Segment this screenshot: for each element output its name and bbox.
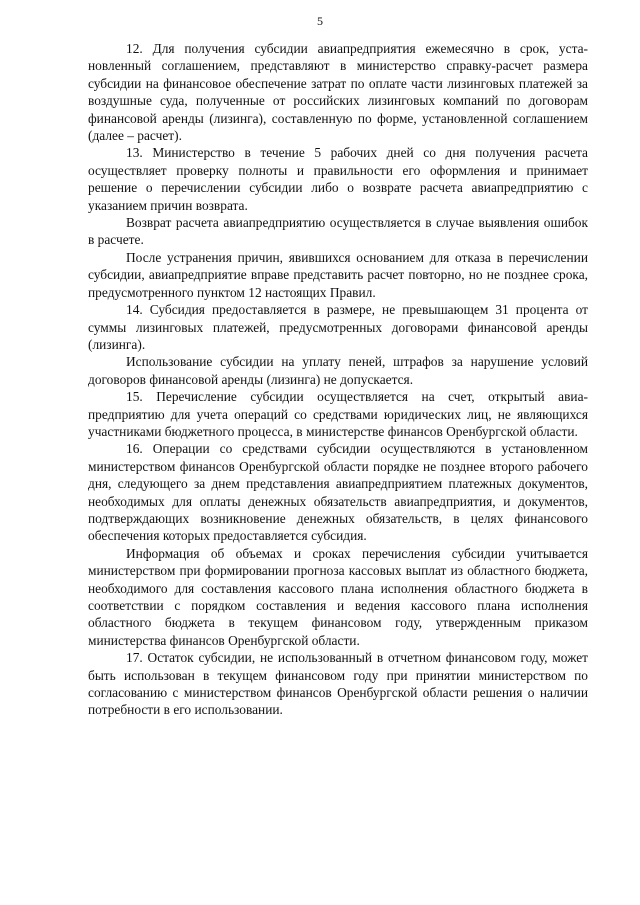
paragraph-14: 14. Субсидия предоставляется в размере, не превышающем 31 процента от суммы лизинговых платежей, предусмотренных договорами финансовой аренды (лизинга).	[88, 302, 588, 352]
paragraph-15: 15. Перечисление субсидии осуществляется на счет, открытый авиапредприятию для учета операций со средствами юридических лиц, не являющихся участниками бюджетного процесса, в министерстве финансов Оренбургской области.	[88, 389, 588, 439]
page-number: 5	[317, 14, 323, 28]
paragraph-12: 12. Для получения субсидии авиапредприятия ежемесячно в срок, установленный соглашением, представляют в министерство справку-расчет размера субсидии на финансовое обеспечение затрат по оплате части лизинговых платежей за воздушные суда, полученные от российских лизинговых компаний по договорам финансовой аренды (лизинга), составленную по форме, установленной соглашением (далее – расчет).	[88, 41, 588, 144]
paragraph-13-resubmit: После устранения причин, явившихся основанием для отказа в перечислении субсидии, авиапредприятие вправе представить расчет повторно, но не позднее срока, предусмотренного пунктом 12 настоящих Правил.	[88, 249, 588, 300]
paragraph-13: 13. Министерство в течение 5 рабочих дней со дня получения расчета осуществляет проверку полноты и правильности его оформления и принимает решение о перечислении субсидии либо о возврате расчета авиапредприятию с указанием причин возврата.	[88, 145, 588, 213]
paragraph-17: 17. Остаток субсидии, не использованный в отчетном финансовом году, может быть использован в текущем финансовом году при принятии министерством по согласованию с министерством финансов Оренбургской области решения о наличии потребности в его использовании.	[88, 650, 588, 718]
paragraph-16: 16. Операции со средствами субсидии осуществляются в установленном министерством финансов Оренбургской области порядке не позднее второго рабочего дня, следующего за днем представления авиапредприятием платежных документов, необходимых для оплаты денежных обязательств авиапредприятия, и документов, подтверждающих возникновение денежных обязательств, в целях финансового обеспечения которых предоставляется субсидия.	[88, 441, 588, 544]
paragraph-13-return: Возврат расчета авиапредприятию осуществляется в случае выявления ошибок в расчете.	[88, 215, 588, 248]
document-body	[88, 40, 588, 719]
paragraph-16-information: Информация об объемах и сроках перечисления субсидии учитывается министерством при формировании прогноза кассовых выплат из областного бюджета, необходимого для составления кассового плана исполнения областного бюджета в соответствии с порядком составления и ведения кассового плана исполнения областного бюджета в текущем финансовом году, утвержденным приказом министерства финансов Оренбургской области.	[88, 545, 588, 648]
paragraph-14-penalties: Использование субсидии на уплату пеней, штрафов за нарушение условий договоров финансовой аренды (лизинга) не допускается.	[88, 354, 588, 387]
